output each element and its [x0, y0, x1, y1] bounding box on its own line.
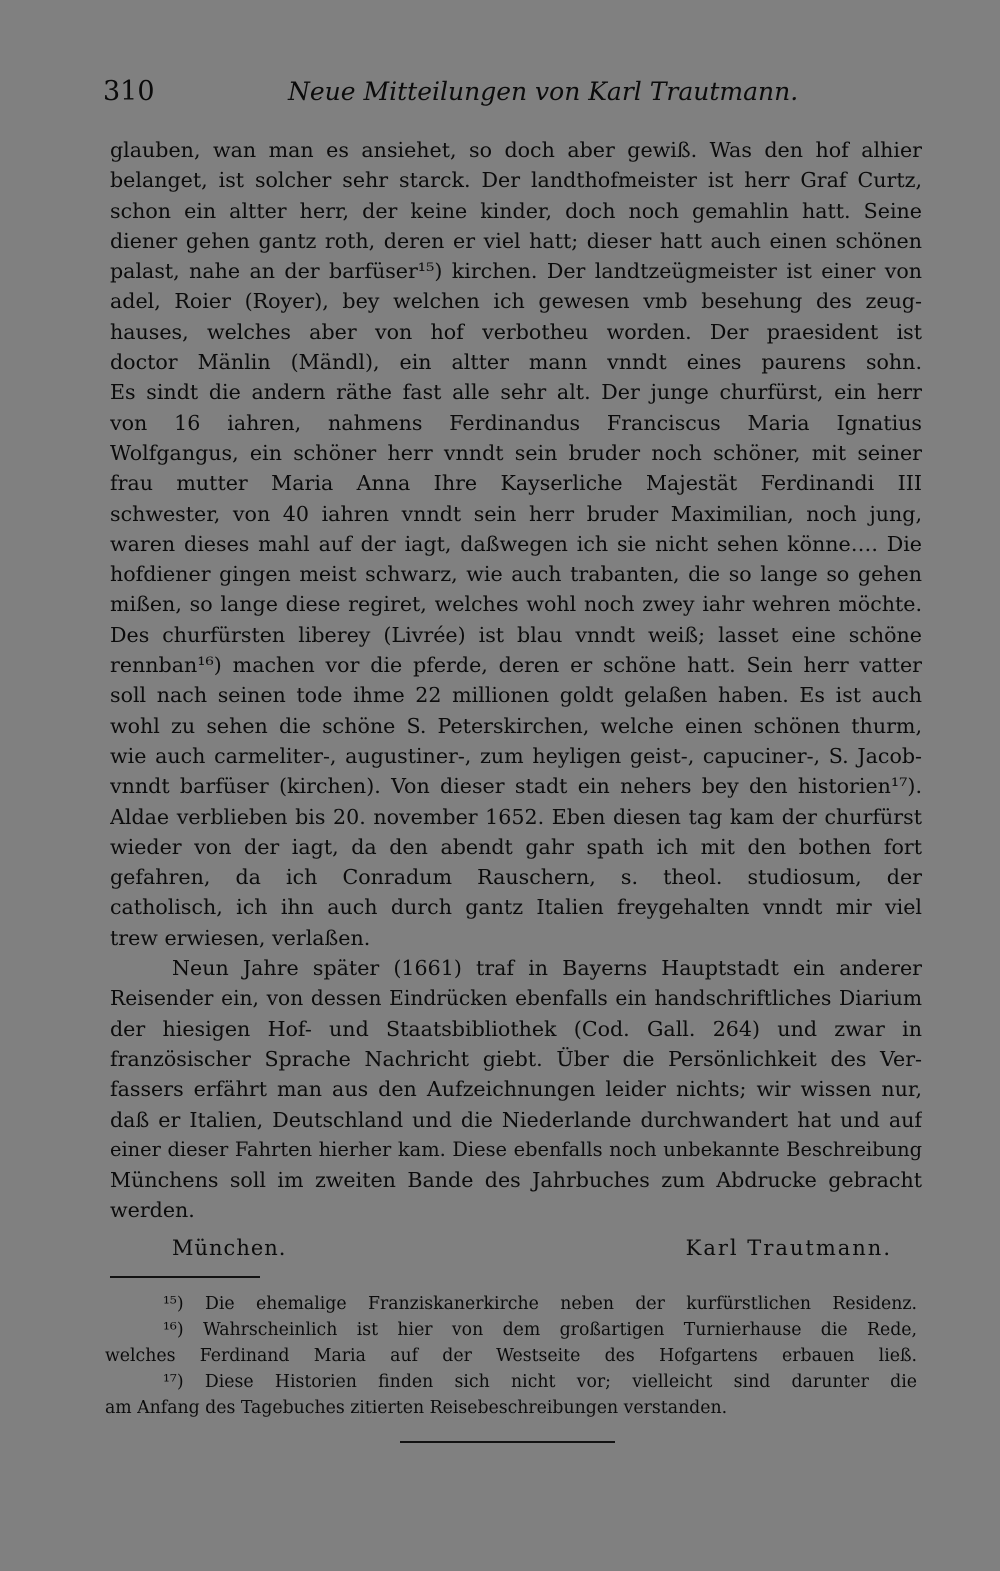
body-line: hofdiener gingen meist schwarz, wie auch trabanten, die so lange so gehen [110, 562, 922, 587]
body-line: französischer Sprache Nachricht giebt. Über die Persönlichkeit des Ver- [110, 1046, 922, 1071]
signature-line [172, 1231, 892, 1265]
body-line: soll nach seinen tode ihme 22 millionen goldt gelaßen haben. Es ist auch [110, 683, 922, 708]
body-line: Des churfürsten liberey (Livrée) ist blau vnndt weiß; lasset eine schöne [110, 622, 922, 647]
body-line: belanget, ist solcher sehr starck. Der landthofmeister ist herr Graf Curtz, [110, 168, 922, 193]
body-line: Wolfgangus, ein schöner herr vnndt sein bruder noch schöner, mit seiner [110, 440, 922, 465]
body-line: fassers erfährt man aus den Aufzeichnungen leider nichts; wir wissen nur, [110, 1077, 922, 1102]
page-number: 310 [103, 76, 155, 107]
body-line: Aldae verblieben bis 20. november 1652. Eben diesen tag kam der churfürst [110, 804, 922, 829]
running-head-title: Neue Mitteilungen von Karl Trautmann. [288, 77, 799, 106]
footnote-line: ¹⁶) Wahrscheinlich ist hier von dem großartigen Turnierhause die Rede, [163, 1320, 917, 1340]
body-line: der hiesigen Hof- und Staatsbibliothek (Cod. Gall. 264) und zwar in [110, 1016, 922, 1041]
body-line: einer dieser Fahrten hierher kam. Diese ebenfalls noch unbekannte Beschreibung [110, 1137, 922, 1161]
body-line: daß er Italien, Deutschland und die Niederlande durchwandert hat und auf [110, 1107, 922, 1132]
body-line: doctor Mänlin (Mändl), ein altter mann vnndt eines paurens sohn. [110, 350, 922, 375]
footnotes [105, 1291, 917, 1421]
body-text [110, 135, 922, 1226]
body-line: werden. [110, 1198, 195, 1223]
body-line: schwester, von 40 iahren vnndt sein herr bruder Maximilian, noch jung, [110, 501, 922, 526]
body-line: schon ein altter herr, der keine kinder, doch noch gemahlin hatt. Seine [110, 198, 922, 223]
body-line: Reisender ein, von dessen Eindrücken ebenfalls ein handschriftliches Diarium [110, 986, 922, 1011]
body-line: wieder von der iagt, da den abendt gahr spath ich mit den bothen fort [110, 834, 922, 859]
body-line: frau mutter Maria Anna Ihre Kayserliche Majestät Ferdinandi III [110, 471, 922, 496]
bottom-divider [400, 1441, 615, 1443]
body-line: Es sindt die andern räthe fast alle sehr alt. Der junge churfürst, ein herr [110, 380, 922, 405]
signature-author: Karl Trautmann. [685, 1236, 892, 1260]
footnote-line: ¹⁵) Die ehemalige Franziskanerkirche neben der kurfürstlichen Residenz. [163, 1294, 917, 1314]
body-line: mißen, so lange diese regiret, welches wohl noch zwey iahr wehren möchte. [110, 592, 922, 617]
footnote-divider [110, 1276, 260, 1278]
running-head [103, 72, 923, 112]
body-line: diener gehen gantz roth, deren er viel hatt; dieser hatt auch einen schönen [110, 228, 922, 253]
body-line: glauben, wan man es ansiehet, so doch aber gewiß. Was den hof alhier [110, 138, 922, 162]
body-line: waren dieses mahl auf der iagt, daßwegen ich sie nicht sehen könne…. Die [110, 531, 922, 556]
body-line: von 16 iahren, nahmens Ferdinandus Franciscus Maria Ignatius [110, 410, 922, 435]
body-line: gefahren, da ich Conradum Rauschern, s. theol. studiosum, der [110, 865, 922, 890]
body-line: catholisch, ich ihn auch durch gantz Italien freygehalten vnndt mir viel [110, 895, 922, 920]
body-line: Neun Jahre später (1661) traf in Bayerns Hauptstadt ein anderer [172, 956, 922, 981]
footnote-line: am Anfang des Tagebuches zitierten Reisebeschreibungen verstanden. [105, 1398, 728, 1418]
body-line: Münchens soll im zweiten Bande des Jahrbuches zum Abdrucke gebracht [110, 1168, 922, 1193]
body-line: rennban¹⁶) machen vor die pferde, deren er schöne hatt. Sein herr vatter [110, 653, 922, 678]
signature-place: München. [172, 1236, 287, 1260]
body-line: trew erwiesen, verlaßen. [110, 925, 371, 950]
body-line: wie auch carmeliter-, augustiner-, zum heyligen geist-, capuciner-, S. Jacob- [110, 743, 922, 768]
body-line: vnndt barfüser (kirchen). Von dieser stadt ein nehers bey den historien¹⁷). [110, 774, 922, 799]
footnote-line: ¹⁷) Diese Historien finden sich nicht vor; vielleicht sind darunter die [163, 1372, 917, 1392]
body-line: wohl zu sehen die schöne S. Peterskirchen, welche einen schönen thurm, [110, 713, 922, 738]
body-line: adel, Roier (Royer), bey welchen ich gewesen vmb besehung des zeug- [110, 289, 922, 314]
footnote-line: welches Ferdinand Maria auf der Westseite des Hofgartens erbauen ließ. [105, 1346, 917, 1366]
body-line: palast, nahe an der barfüser¹⁵) kirchen. Der landtzeügmeister ist einer von [110, 259, 922, 284]
body-line: hauses, welches aber von hof verbotheu worden. Der praesident ist [110, 319, 922, 344]
